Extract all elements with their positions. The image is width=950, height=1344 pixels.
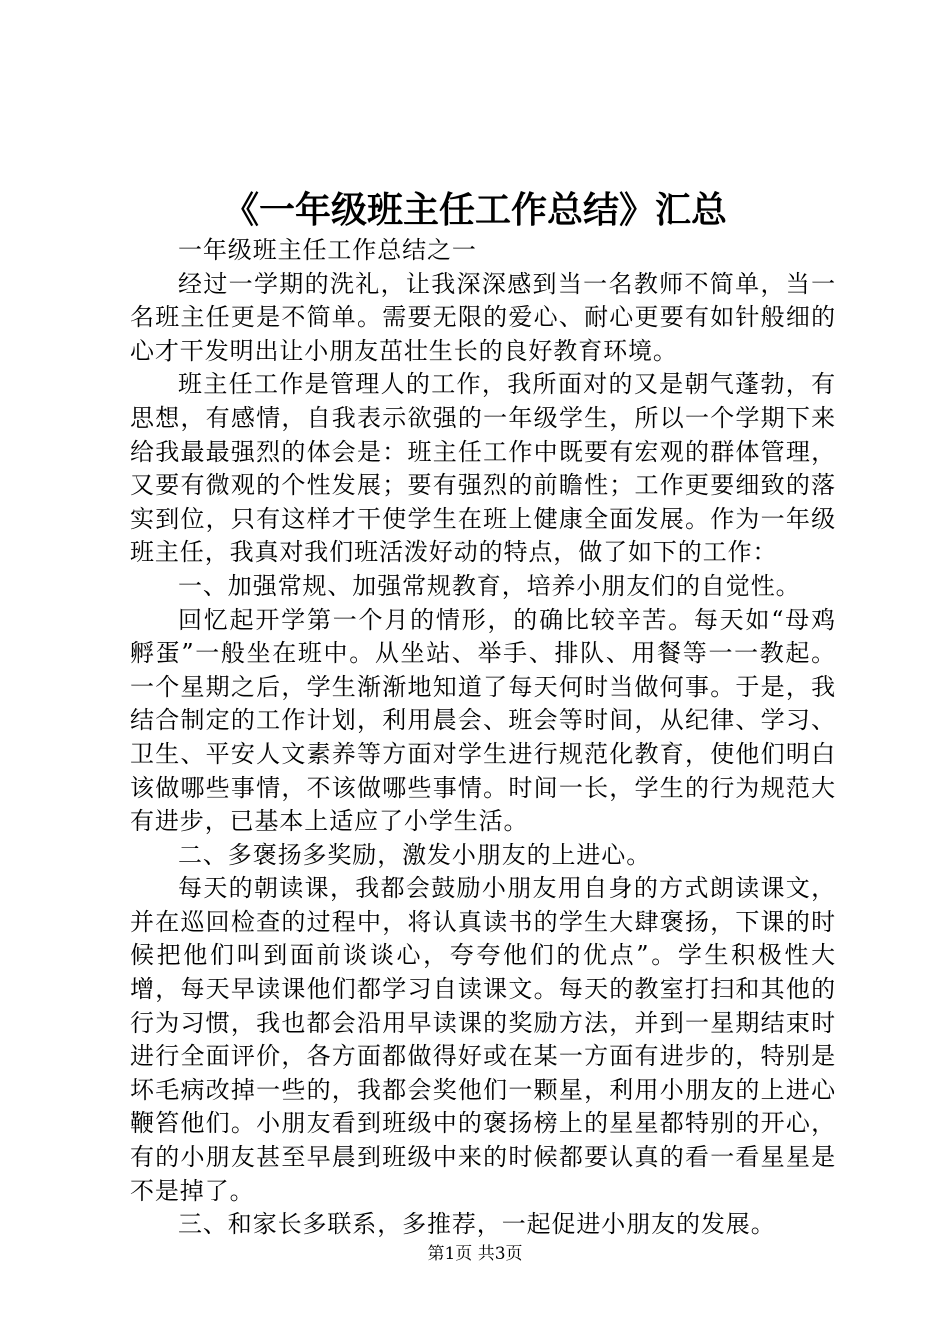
- body-paragraph: 经过一学期的洗礼，让我深深感到当一名教师不简单，当一名班主任更是不简单。需要无限的爱心、耐心更要有如针般细的心才干发明出让小朋友茁壮生长的良好教育环境。: [130, 269, 836, 365]
- document-body: [130, 234, 836, 1242]
- page-footer: 第1页 共3页: [427, 1244, 523, 1264]
- body-paragraph: 每天的朝读课，我都会鼓励小朋友用自身的方式朗读课文，并在巡回检查的过程中，将认真读书的学生大肆褒扬，下课的时候把他们叫到面前谈谈心，夸夸他们的优点”。学生积极性大增，每天早读课他们都学习自读课文。每天的教室打扫和其他的行为习惯，我也都会沿用早读课的奖励方法，并到一星期结束时进行全面评价，各方面都做得好或在某一方面有进步的，特别是坏毛病改掉一些的，我都会奖他们一颗星，利用小朋友的上进心鞭笞他们。小朋友看到班级中的褒扬榜上的星星都特别的开心，有的小朋友甚至早晨到班级中来的时候都要认真的看一看星星是不是掉了。: [130, 874, 836, 1205]
- body-paragraph: 班主任工作是管理人的工作，我所面对的又是朝气蓬勃，有思想，有感情，自我表示欲强的一年级学生，所以一个学期下来给我最最强烈的体会是：班主任工作中既要有宏观的群体管理，又要有微观的个性发展；要有强烈的前瞻性；工作更要细致的落实到位，只有这样才干使学生在班上健康全面发展。作为一年级班主任，我真对我们班活泼好动的特点，做了如下的工作：: [130, 370, 836, 567]
- body-paragraph: 回忆起开学第一个月的情形，的确比较辛苦。每天如“母鸡孵蛋”一般坐在班中。从坐站、举手、排队、用餐等一一教起。一个星期之后，学生渐渐地知道了每天何时当做何事。于是，我结合制定的工作计划，利用晨会、班会等时间，从纪律、学习、卫生、平安人文素养等方面对学生进行规范化教育，使他们明白该做哪些事情，不该做哪些事情。时间一长，学生的行为规范大有进步，已基本上适应了小学生活。: [130, 605, 836, 836]
- section-heading: 一年级班主任工作总结之一: [178, 236, 477, 264]
- section-heading: 二、多褒扬多奖励，激发小朋友的上进心。: [178, 840, 652, 869]
- section-heading: 三、和家长多联系，多推荐，一起促进小朋友的发展。: [178, 1210, 776, 1239]
- section-heading: 一、加强常规、加强常规教育，培养小朋友们的自觉性。: [178, 571, 801, 600]
- document-title: 《一年级班主任工作总结》汇总: [222, 189, 727, 231]
